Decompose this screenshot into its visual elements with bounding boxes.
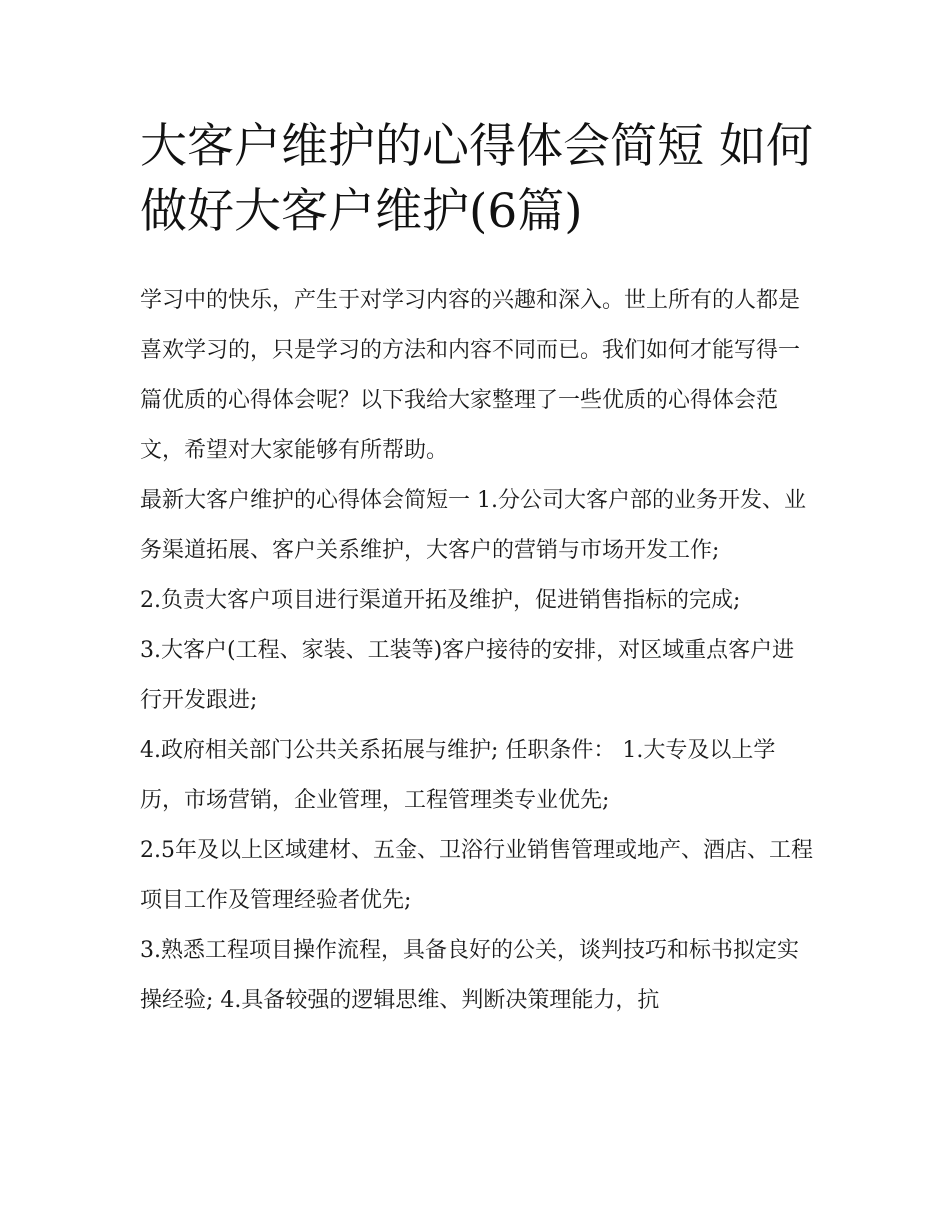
paragraph-requirement-2: 2.5年及以上区域建材、五金、卫浴行业销售管理或地产、酒店、工程项目工作及管理经验者优先; — [140, 838, 813, 913]
paragraph-item-3: 3.大客户(工程、家装、工装等)客户接待的安排，对区域重点客户进行开发跟进; — [140, 638, 795, 713]
document-title: 大客户维护的心得体会简短 如何做好大客户维护(6篇) — [140, 119, 813, 239]
paragraph-item-2: 2.负责大客户项目进行渠道开拓及维护，促进销售指标的完成; — [140, 588, 741, 613]
paragraph-item-4: 4.政府相关部门公共关系拓展与维护; 任职条件： 1.大专及以上学历，市场营销，企业管理，工程管理类专业优先; — [140, 738, 776, 813]
paragraph-section-one: 最新大客户维护的心得体会简短一 1.分公司大客户部的业务开发、业务渠道拓展、客户关系维护，大客户的营销与市场开发工作; — [140, 488, 806, 563]
document-body — [140, 276, 815, 1026]
paragraph-intro: 学习中的快乐，产生于对学习内容的兴趣和深入。世上所有的人都是喜欢学习的，只是学习的方法和内容不同而已。我们如何才能写得一篇优质的心得体会呢？以下我给大家整理了一些优质的心得体会范文，希望对大家能够有所帮助。 — [140, 288, 801, 463]
paragraph-requirement-3: 3.熟悉工程项目操作流程，具备良好的公关，谈判技巧和标书拟定实操经验; 4.具备较强的逻辑思维、判断决策理能力，抗 — [140, 938, 799, 1013]
